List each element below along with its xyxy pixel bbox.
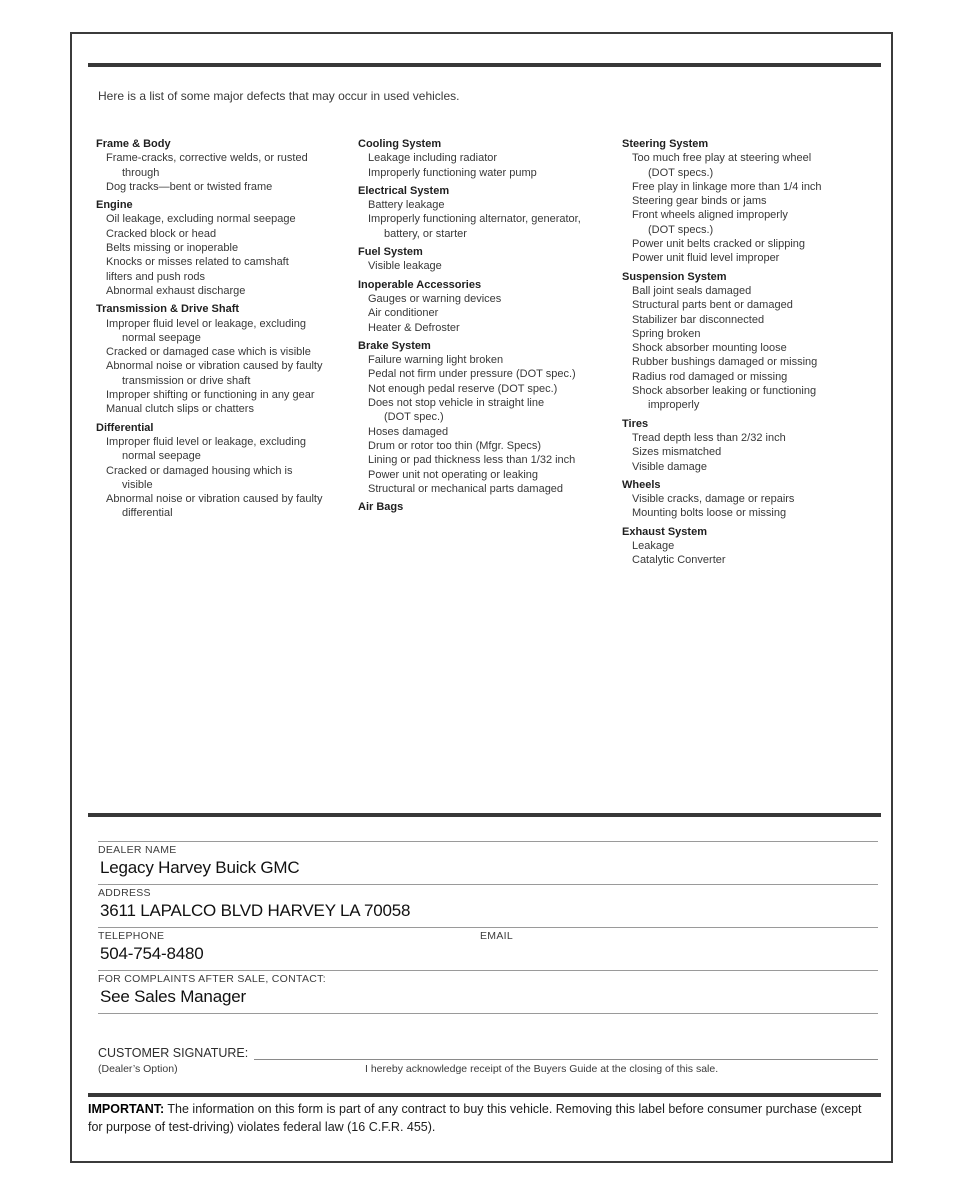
defect-category-title: Tires: [622, 417, 649, 430]
defect-item: Visible damage: [632, 460, 708, 473]
defect-category-title: Steering System: [622, 138, 709, 150]
defect-item: Not enough pedal reserve (DOT spec.): [368, 382, 558, 395]
defect-item: through: [122, 166, 160, 179]
defect-category-title: Inoperable Accessories: [358, 278, 482, 291]
defect-section: [358, 339, 622, 496]
defects-column-2: [358, 134, 622, 572]
defect-item: visible: [122, 478, 153, 491]
defect-section: [358, 184, 622, 241]
dealer-section-rule: [88, 813, 881, 817]
defect-item: Hoses damaged: [368, 425, 449, 438]
defect-item: Failure warning light broken: [368, 354, 504, 367]
defect-item: (DOT specs.): [648, 223, 714, 236]
defect-item: Leakage: [632, 540, 675, 553]
defect-item: Battery leakage: [368, 199, 445, 212]
complaints-label: FOR COMPLAINTS AFTER SALE, CONTACT:: [98, 973, 326, 985]
acknowledgment-text: I hereby acknowledge receipt of the Buyers Guide at the closing of this sale.: [365, 1063, 719, 1075]
important-section-rule: [88, 1093, 881, 1097]
defect-item: differential: [122, 507, 173, 520]
defect-item: Free play in linkage more than 1/4 inch: [632, 180, 822, 193]
signature-line: [254, 1046, 878, 1060]
defect-item: Ball joint seals damaged: [632, 284, 752, 297]
defect-item: Air conditioner: [368, 307, 439, 320]
defect-item: Manual clutch slips or chatters: [106, 403, 254, 416]
dealer-info-form: [98, 841, 878, 1075]
defect-item: Improper fluid level or leakage, excluding: [106, 435, 306, 448]
dealer-name-value: Legacy Harvey Buick GMC: [100, 858, 300, 877]
defect-item: Belts missing or inoperable: [106, 242, 239, 255]
buyers-guide-back-page: [70, 32, 893, 1163]
telephone-value: 504-754-8480: [100, 944, 204, 963]
email-label: EMAIL: [480, 930, 514, 942]
address-value: 3611 LAPALCO BLVD HARVEY LA 70058: [100, 901, 411, 920]
signature-subtext-row: [98, 1063, 878, 1075]
defect-item: Rubber bushings damaged or missing: [632, 356, 818, 369]
important-label: IMPORTANT:: [88, 1102, 165, 1116]
defect-item: Improper shifting or functioning in any gear: [106, 389, 315, 402]
defect-category-title: Cooling System: [358, 138, 442, 150]
defect-section: [96, 302, 358, 416]
intro-text: Here is a list of some major defects that may occur in used vehicles.: [98, 89, 460, 103]
defect-category-title: Air Bags: [358, 501, 404, 514]
defect-item: Spring broken: [632, 327, 701, 340]
defect-item: Leakage including radiator: [368, 152, 498, 165]
defect-item: Cracked block or head: [106, 227, 217, 240]
defect-item: Power unit fluid level improper: [632, 252, 780, 265]
defect-item: Improperly functioning water pump: [368, 166, 537, 179]
defect-item: Structural or mechanical parts damaged: [368, 482, 564, 495]
dealer-name-row: [98, 841, 878, 884]
defect-item: improperly: [648, 399, 700, 412]
defect-section: [96, 198, 358, 298]
defect-item: Cracked or damaged housing which is: [106, 464, 293, 477]
defect-item: Improperly functioning alternator, generator,: [368, 213, 581, 226]
defect-item: Too much free play at steering wheel: [632, 152, 812, 165]
defect-section: [622, 137, 872, 266]
defect-item: Pedal not firm under pressure (DOT spec.): [368, 368, 576, 381]
defect-item: battery, or starter: [384, 227, 467, 240]
defect-item: Steering gear binds or jams: [632, 195, 767, 208]
customer-signature-label: CUSTOMER SIGNATURE:: [98, 1046, 249, 1060]
defect-item: normal seepage: [122, 450, 201, 463]
defect-item: lifters and push rods: [106, 270, 206, 283]
defect-category-title: Suspension System: [622, 270, 727, 283]
defect-section: [358, 245, 622, 274]
dealers-option-label: (Dealer’s Option): [98, 1063, 178, 1075]
defect-item: Power unit not operating or leaking: [368, 468, 538, 481]
important-text: The information on this form is part of any contract to buy this vehicle. Removing this label before consumer purchase (except for purpose of test-driving) violates federal law (16 C.F.R. 455).: [88, 1102, 862, 1134]
address-label: ADDRESS: [98, 887, 151, 899]
defect-category-title: Transmission & Drive Shaft: [96, 303, 240, 316]
defect-item: Dog tracks—bent or twisted frame: [106, 180, 273, 193]
defect-section: [622, 270, 872, 413]
defect-item: Visible cracks, damage or repairs: [632, 493, 795, 506]
defect-category-title: Fuel System: [358, 246, 423, 259]
defect-category-title: Differential: [96, 421, 154, 434]
defect-item: Radius rod damaged or missing: [632, 370, 788, 383]
telephone-label: TELEPHONE: [98, 930, 165, 942]
defects-column-3: [622, 134, 872, 572]
defect-item: Heater & Defroster: [368, 321, 460, 334]
defect-section: [358, 500, 622, 514]
defect-item: Cracked or damaged case which is visible: [106, 346, 311, 359]
defect-item: Shock absorber leaking or functioning: [632, 385, 817, 398]
defect-category-title: Engine: [96, 199, 133, 212]
defect-item: Front wheels aligned improperly: [632, 209, 788, 222]
defects-column-1: [96, 134, 358, 572]
defect-item: Gauges or warning devices: [368, 292, 502, 305]
defect-section: [622, 417, 872, 474]
customer-signature-row: [98, 1046, 878, 1060]
defect-item: Catalytic Converter: [632, 554, 726, 567]
defect-section: [358, 137, 622, 180]
complaints-row: [98, 970, 878, 1014]
defect-item: Power unit belts cracked or slipping: [632, 238, 806, 251]
defect-item: (DOT spec.): [384, 411, 444, 424]
defect-item: Structural parts bent or damaged: [632, 299, 793, 312]
defect-section: [622, 525, 872, 568]
defect-item: Abnormal noise or vibration caused by faulty: [106, 493, 323, 506]
defect-item: Sizes mismatched: [632, 446, 722, 459]
defect-category-title: Frame & Body: [96, 138, 171, 150]
complaints-value: See Sales Manager: [100, 987, 246, 1006]
defect-item: Does not stop vehicle in straight line: [368, 397, 545, 410]
defect-item: Shock absorber mounting loose: [632, 342, 787, 355]
address-row: [98, 884, 878, 927]
defect-item: normal seepage: [122, 331, 201, 344]
defect-item: Visible leakage: [368, 260, 442, 273]
defect-item: Improper fluid level or leakage, excluding: [106, 317, 306, 330]
defect-category-title: Brake System: [358, 339, 431, 352]
defect-category-title: Exhaust System: [622, 525, 707, 538]
defect-item: Mounting bolts loose or missing: [632, 507, 787, 520]
important-notice: [88, 1101, 865, 1136]
defect-section: [96, 137, 358, 194]
defect-item: transmission or drive shaft: [122, 374, 251, 387]
defect-item: Abnormal exhaust discharge: [106, 284, 246, 297]
defects-columns: [96, 134, 872, 572]
defect-item: Lining or pad thickness less than 1/32 inch: [368, 454, 576, 467]
defect-item: Abnormal noise or vibration caused by faulty: [106, 360, 323, 373]
defect-section: [96, 421, 358, 521]
telephone-email-row: [98, 927, 878, 970]
top-rule: [88, 63, 881, 67]
defect-item: Oil leakage, excluding normal seepage: [106, 213, 296, 226]
defect-item: (DOT specs.): [648, 166, 714, 179]
defect-item: Drum or rotor too thin (Mfgr. Specs): [368, 439, 541, 452]
defect-item: Knocks or misses related to camshaft: [106, 256, 289, 269]
defect-item: Frame-cracks, corrective welds, or rusted: [106, 152, 308, 165]
defect-category-title: Wheels: [622, 478, 661, 491]
defect-item: Tread depth less than 2/32 inch: [632, 431, 786, 444]
defect-section: [358, 278, 622, 335]
defect-item: Stabilizer bar disconnected: [632, 313, 765, 326]
defect-category-title: Electrical System: [358, 184, 450, 197]
dealer-name-label: DEALER NAME: [98, 844, 177, 856]
defect-section: [622, 478, 872, 521]
